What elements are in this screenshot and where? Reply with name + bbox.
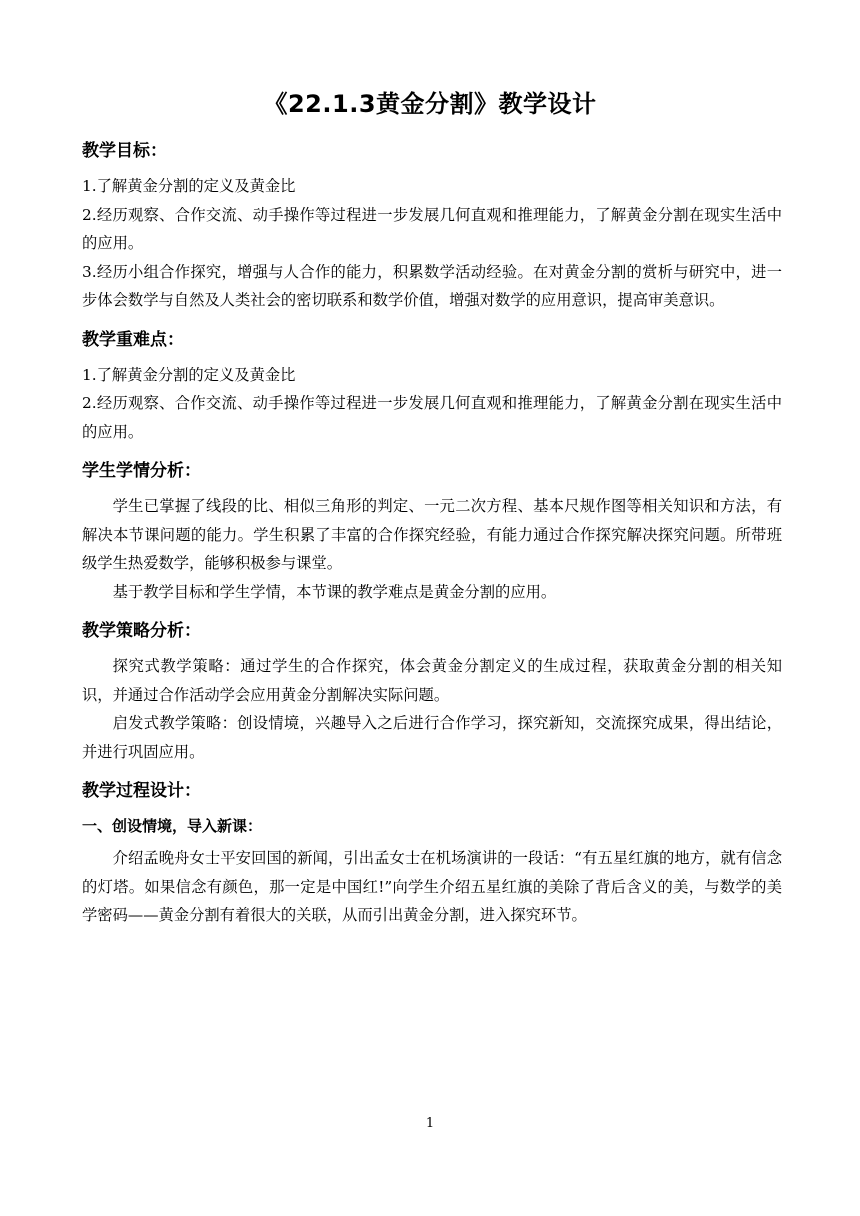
paragraph: 介绍孟晚舟女士平安回国的新闻，引出孟女士在机场演讲的一段话：“有五星红旗的地方，就有信念的灯塔。如果信念有颜色，那一定是中国红!”向学生介绍五星红旗的美除了背后含义的美，与数学的美学密码——黄金分割有着很大的关联，从而引出黄金分割，进入探究环节。 (82, 849, 782, 924)
paragraph: 学生已掌握了线段的比、相似三角形的判定、一元二次方程、基本尺规作图等相关知识和方法，有解决本节课问题的能力。学生积累了丰富的合作探究经验，有能力通过合作探究解决探究问题。所带班级学生热爱数学，能够积极参与课堂。 (82, 497, 782, 572)
strategy-analysis (82, 652, 782, 766)
subsection-heading: 一、创设情境，导入新课： (82, 817, 263, 835)
students-analysis (82, 492, 782, 606)
page-number: 1 (425, 1116, 435, 1131)
key-point-item: 1.了解黄金分割的定义及黄金比 (82, 365, 296, 384)
paragraph: 基于教学目标和学生学情，本节课的教学难点是黄金分割的应用。 (112, 582, 557, 601)
objective-item: 3.经历小组合作探究，增强与人合作的能力，积累数学活动经验。在对黄金分割的赏析与研究中，进一步体会数学与自然及人类社会的密切联系和数学价值，增强对数学的应用意识，提高审美意识。 (82, 262, 782, 309)
paragraph: 探究式教学策略：通过学生的合作探究，体会黄金分割定义的生成过程，获取黄金分割的相关知识，并通过合作活动学会应用黄金分割解决实际问题。 (82, 657, 782, 704)
section-heading-process: 教学过程设计： (82, 781, 201, 801)
document-title: 《22.1.3黄金分割》教学设计 (263, 90, 597, 118)
objective-item: 1.了解黄金分割的定义及黄金比 (82, 177, 296, 195)
document-body (82, 136, 782, 930)
section-heading-strategy: 教学策略分析： (82, 621, 201, 641)
process-intro (82, 844, 782, 930)
paragraph: 启发式教学策略：创设情境，兴趣导入之后进行合作学习，探究新知，交流探究成果，得出结论，并进行巩固应用。 (82, 714, 782, 761)
section-heading-objectives: 教学目标： (82, 141, 167, 161)
key-point-item: 2.经历观察、合作交流、动手操作等过程进一步发展几何直观和推理能力，了解黄金分割在现实生活中的应用。 (82, 394, 782, 441)
section-heading-key-points: 教学重难点： (82, 329, 184, 350)
objective-item: 2.经历观察、合作交流、动手操作等过程进一步发展几何直观和推理能力，了解黄金分割在现实生活中的应用。 (82, 205, 782, 252)
key-points-list (82, 361, 782, 447)
section-heading-students: 学生学情分析： (82, 461, 201, 481)
objectives-list (82, 172, 782, 315)
